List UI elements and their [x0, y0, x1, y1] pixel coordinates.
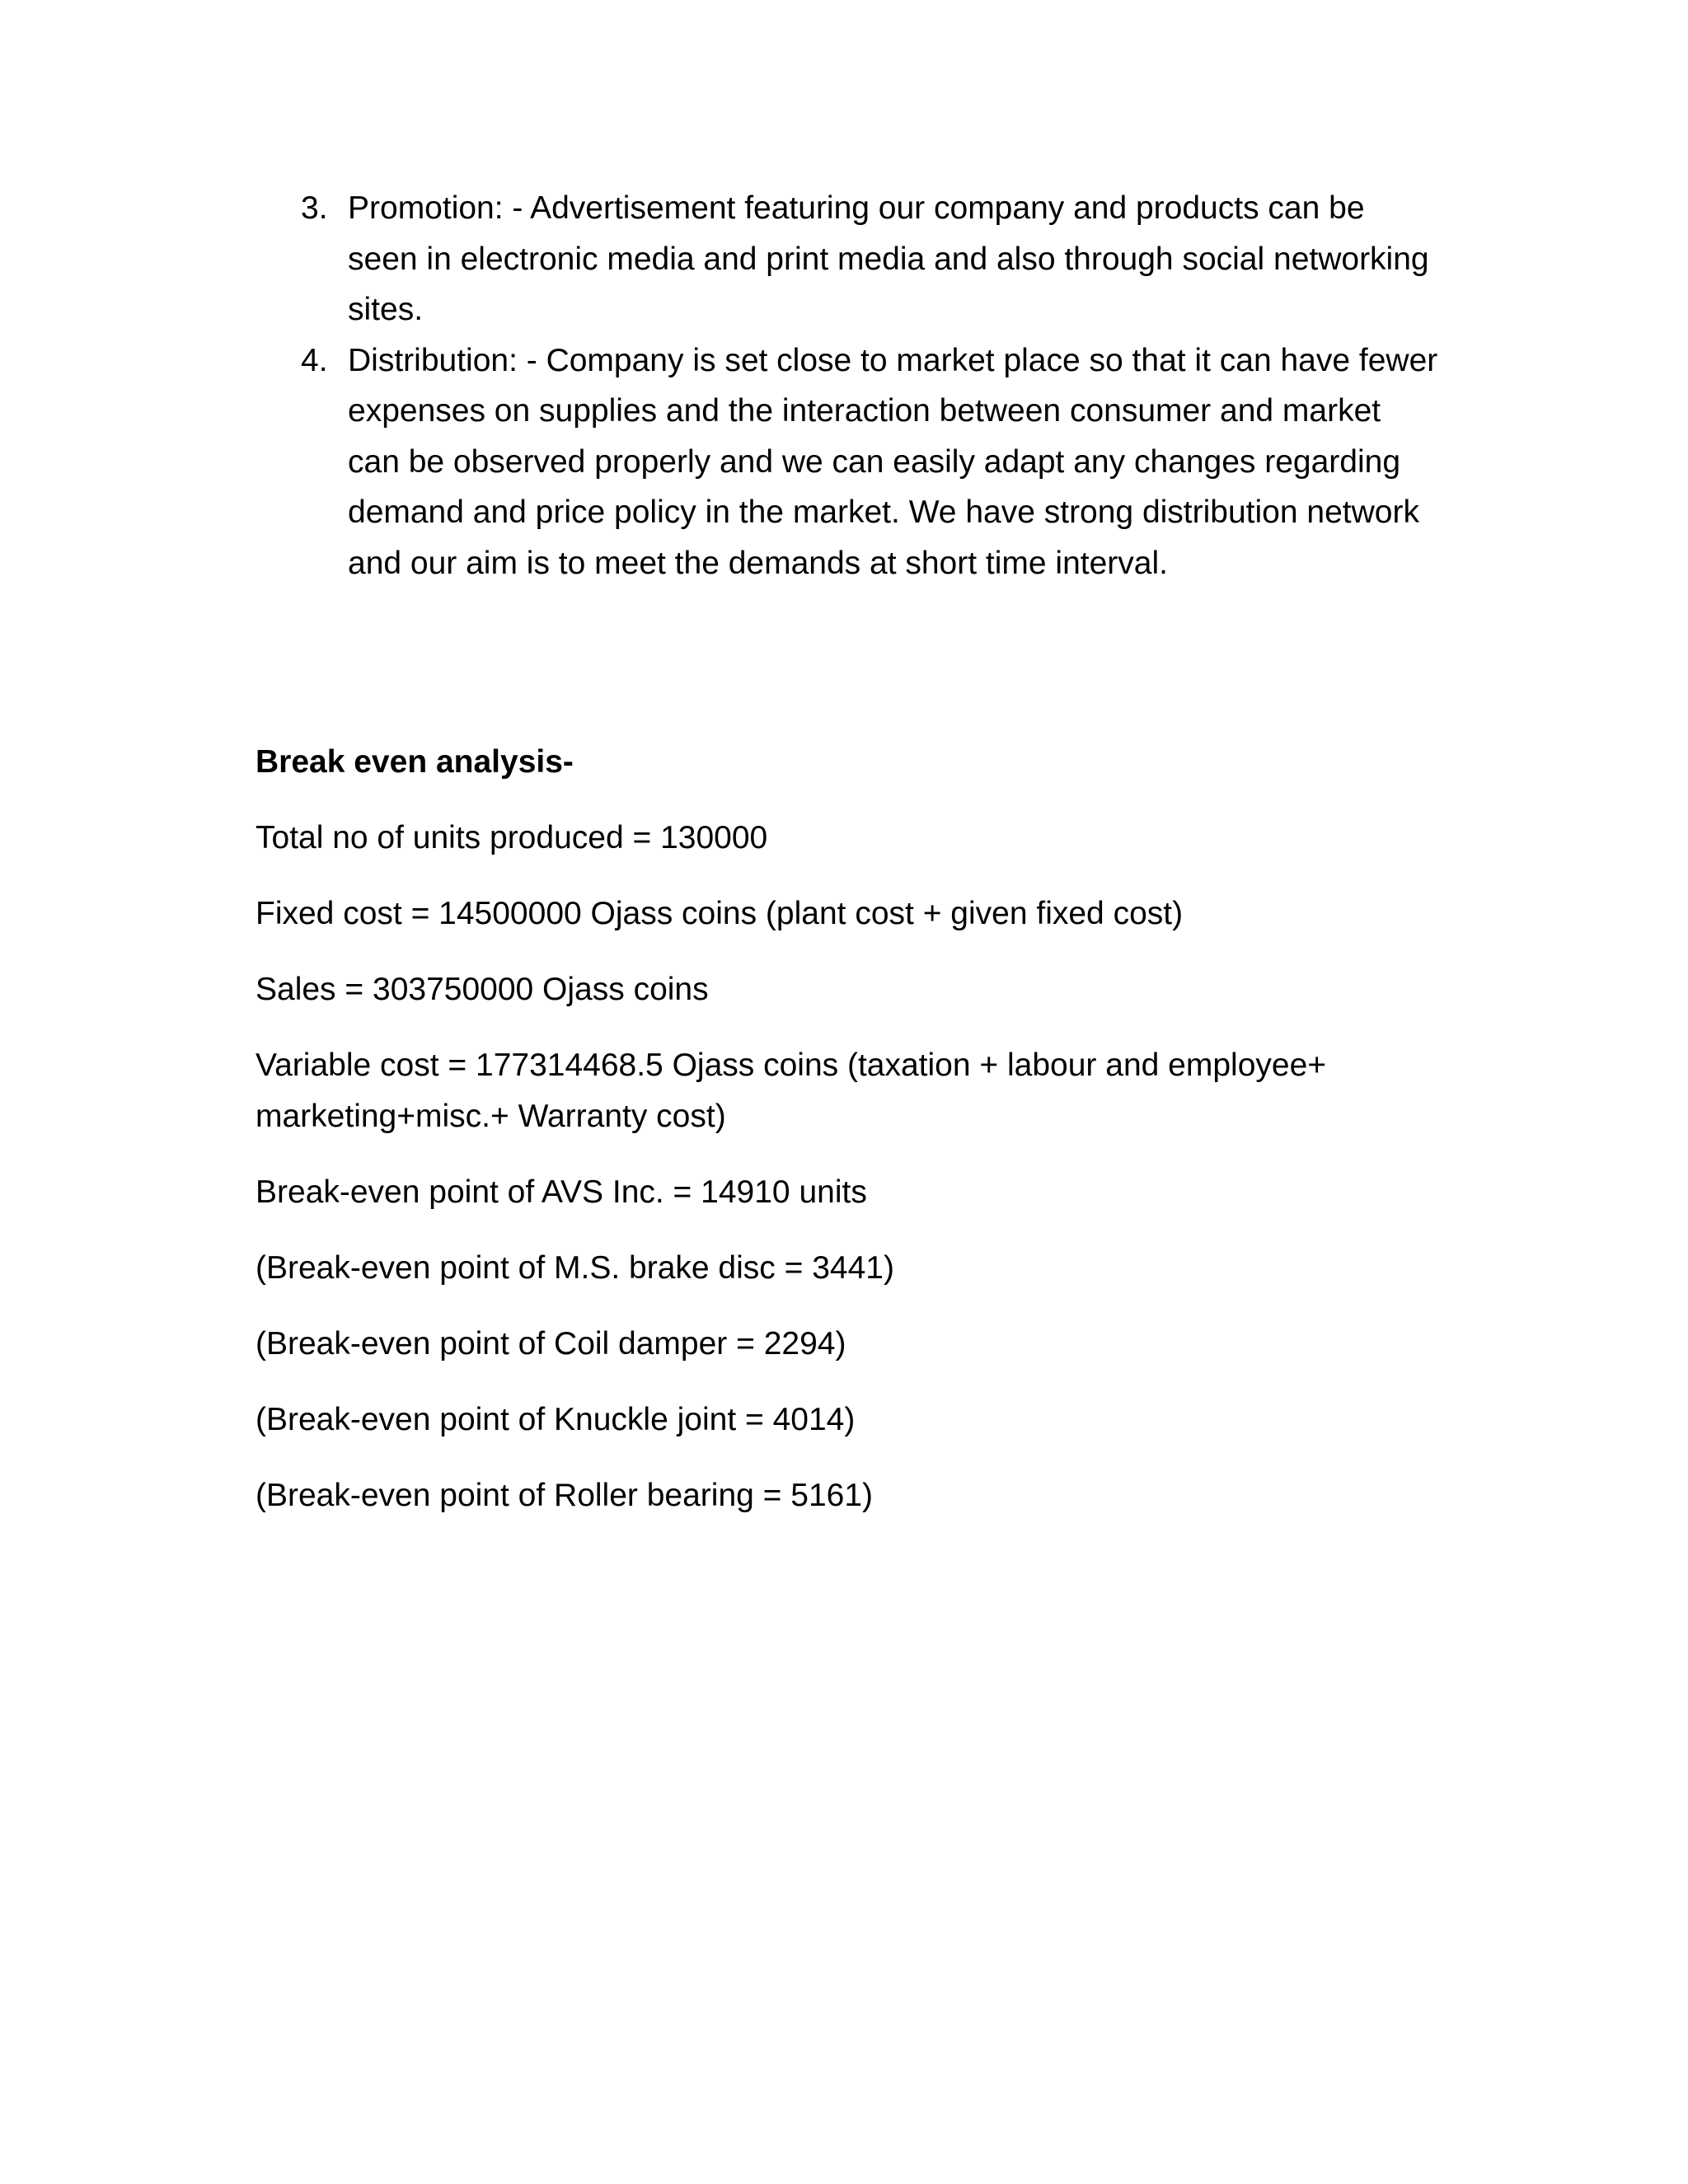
- list-item-number: 3.: [301, 190, 328, 226]
- list-item-text: Distribution: - Company is set close to market place so that it can have fewer expenses on supplies and the interaction between consumer and market can be observed properly and we can easily adapt any changes regarding demand and price policy in the market. We have strong distribution network and our aim is to meet the demands at short time interval.: [348, 342, 1438, 581]
- variable-cost: Variable cost = 177314468.5 Ojass coins (taxation + labour and employee+ marketing+misc.+ Warranty cost): [256, 1047, 1327, 1134]
- list-item-promotion: [301, 183, 1438, 335]
- units-produced: Total no of units produced = 130000: [256, 820, 768, 855]
- list-item-distribution: [301, 335, 1438, 589]
- sales: Sales = 303750000 Ojass coins: [256, 972, 709, 1007]
- list-item-number: 4.: [301, 342, 328, 378]
- list-item-text: Promotion: - Advertisement featuring our company and products can be seen in electronic media and print media and also through social networking sites.: [348, 190, 1429, 327]
- bep-company: Break-even point of AVS Inc. = 14910 units: [256, 1174, 867, 1210]
- bep-knuckle-joint: (Break-even point of Knuckle joint = 4014): [256, 1402, 856, 1437]
- bep-coil-damper: (Break-even point of Coil damper = 2294): [256, 1326, 846, 1361]
- bep-brake-disc: (Break-even point of M.S. brake disc = 3441): [256, 1250, 894, 1286]
- section-heading: Break even analysis-: [256, 744, 574, 780]
- numbered-list: [301, 183, 1438, 588]
- bep-roller-bearing: (Break-even point of Roller bearing = 5161): [256, 1478, 874, 1513]
- fixed-cost: Fixed cost = 14500000 Ojass coins (plant cost + given fixed cost): [256, 896, 1184, 931]
